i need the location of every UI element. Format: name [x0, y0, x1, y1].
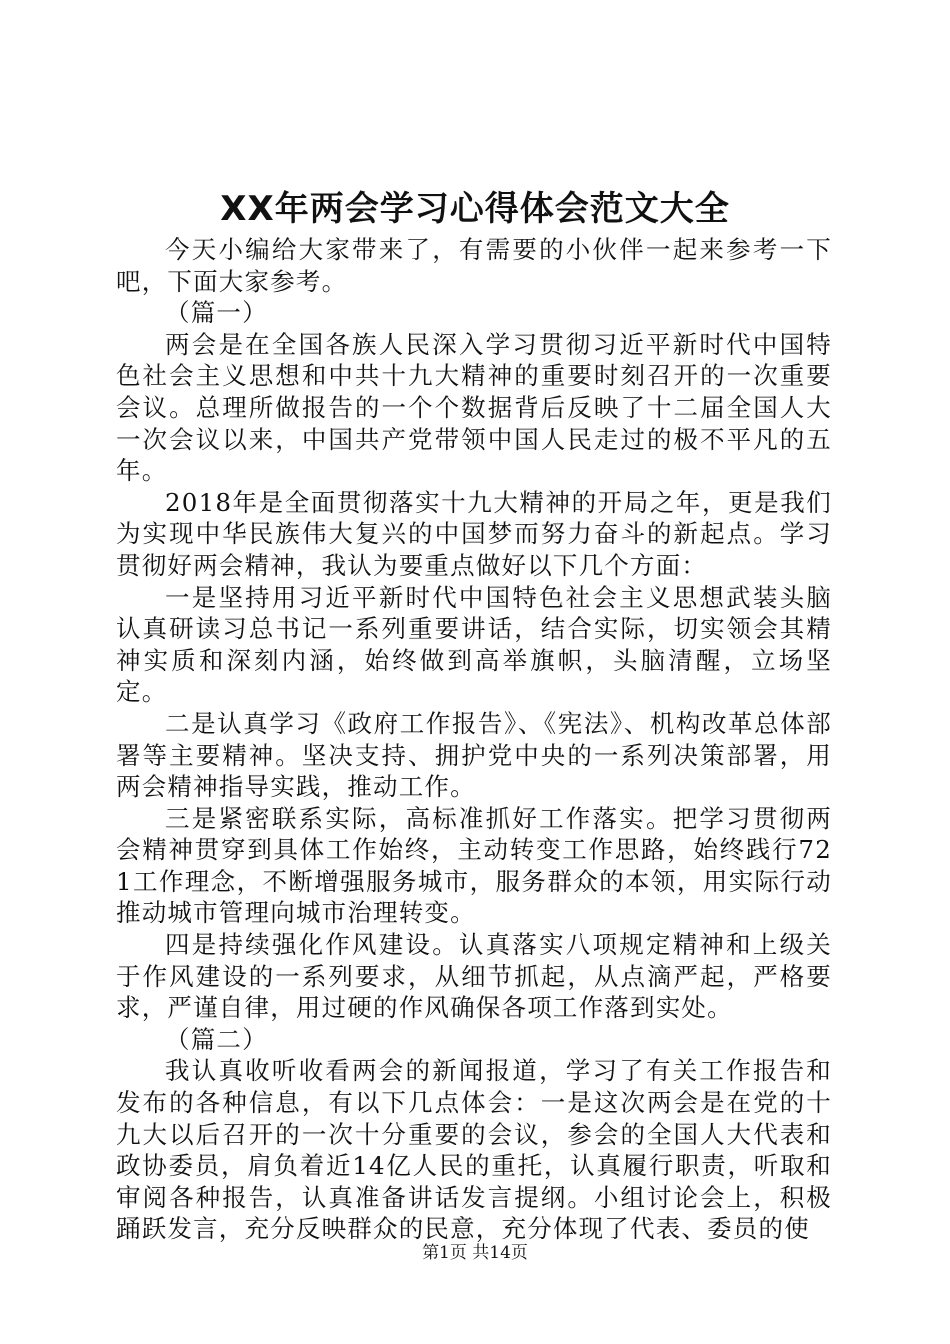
paragraph-intro: 今天小编给大家带来了，有需要的小伙伴一起来参考一下吧，下面大家参考。: [116, 235, 832, 296]
paragraph: 二是认真学习《政府工作报告》、《宪法》、机构改革总体部署等主要精神。坚决支持、拥护党中央的一系列决策部署，用两会精神指导实践，推动工作。: [116, 708, 832, 802]
paragraph: 两会是在全国各族人民深入学习贯彻习近平新时代中国特色社会主义思想和中共十九大精神的重要时刻召开的一次重要会议。总理所做报告的一个个数据背后反映了十二届全国人大一次会议以来，中国共产党带领中国人民走过的极不平凡的五年。: [116, 329, 832, 486]
paragraph: 四是持续强化作风建设。认真落实八项规定精神和上级关于作风建设的一系列要求，从细节抓起，从点滴严起，严格要求，严谨自律，用过硬的作风确保各项工作落到实处。: [116, 930, 832, 1023]
document-title: XX年两会学习心得体会范文大全: [220, 189, 730, 229]
paragraph: 一是坚持用习近平新时代中国特色社会主义思想武装头脑认真研读习总书记一系列重要讲话，结合实际，切实领会其精神实质和深刻内涵，始终做到高举旗帜，头脑清醒，立场坚定。: [116, 582, 832, 707]
paragraph: 2018年是全面贯彻落实十九大精神的开局之年，更是我们为实现中华民族伟大复兴的中国梦而努力奋斗的新起点。学习贯彻好两会精神，我认为要重点做好以下几个方面：: [116, 487, 832, 580]
page-footer: 第1页 共14页: [422, 1243, 528, 1263]
paragraph: 我认真收听收看两会的新闻报道，学习了有关工作报告和发布的各种信息，有以下几点体会：一是这次两会是在党的十九大以后召开的一次十分重要的会议，参会的全国人大代表和政协委员，肩负着近14亿人民的重托，认真履行职责，听取和审阅各种报告，认真准备讲话发言提纲。小组讨论会上，积极踊跃发言，充分反映群众的民意，充分体现了代表、委员的使: [116, 1056, 832, 1244]
document-body: [116, 234, 832, 1245]
section-heading-2: （篇二）: [165, 1024, 268, 1054]
paragraph: 三是紧密联系实际，高标准抓好工作落实。把学习贯彻两会精神贯穿到具体工作始终，主动转变工作思路，始终践行721工作理念，不断增强服务城市，服务群众的本领，用实际行动推动城市管理向城市治理转变。: [116, 803, 832, 928]
section-heading-1: （篇一）: [165, 298, 268, 328]
